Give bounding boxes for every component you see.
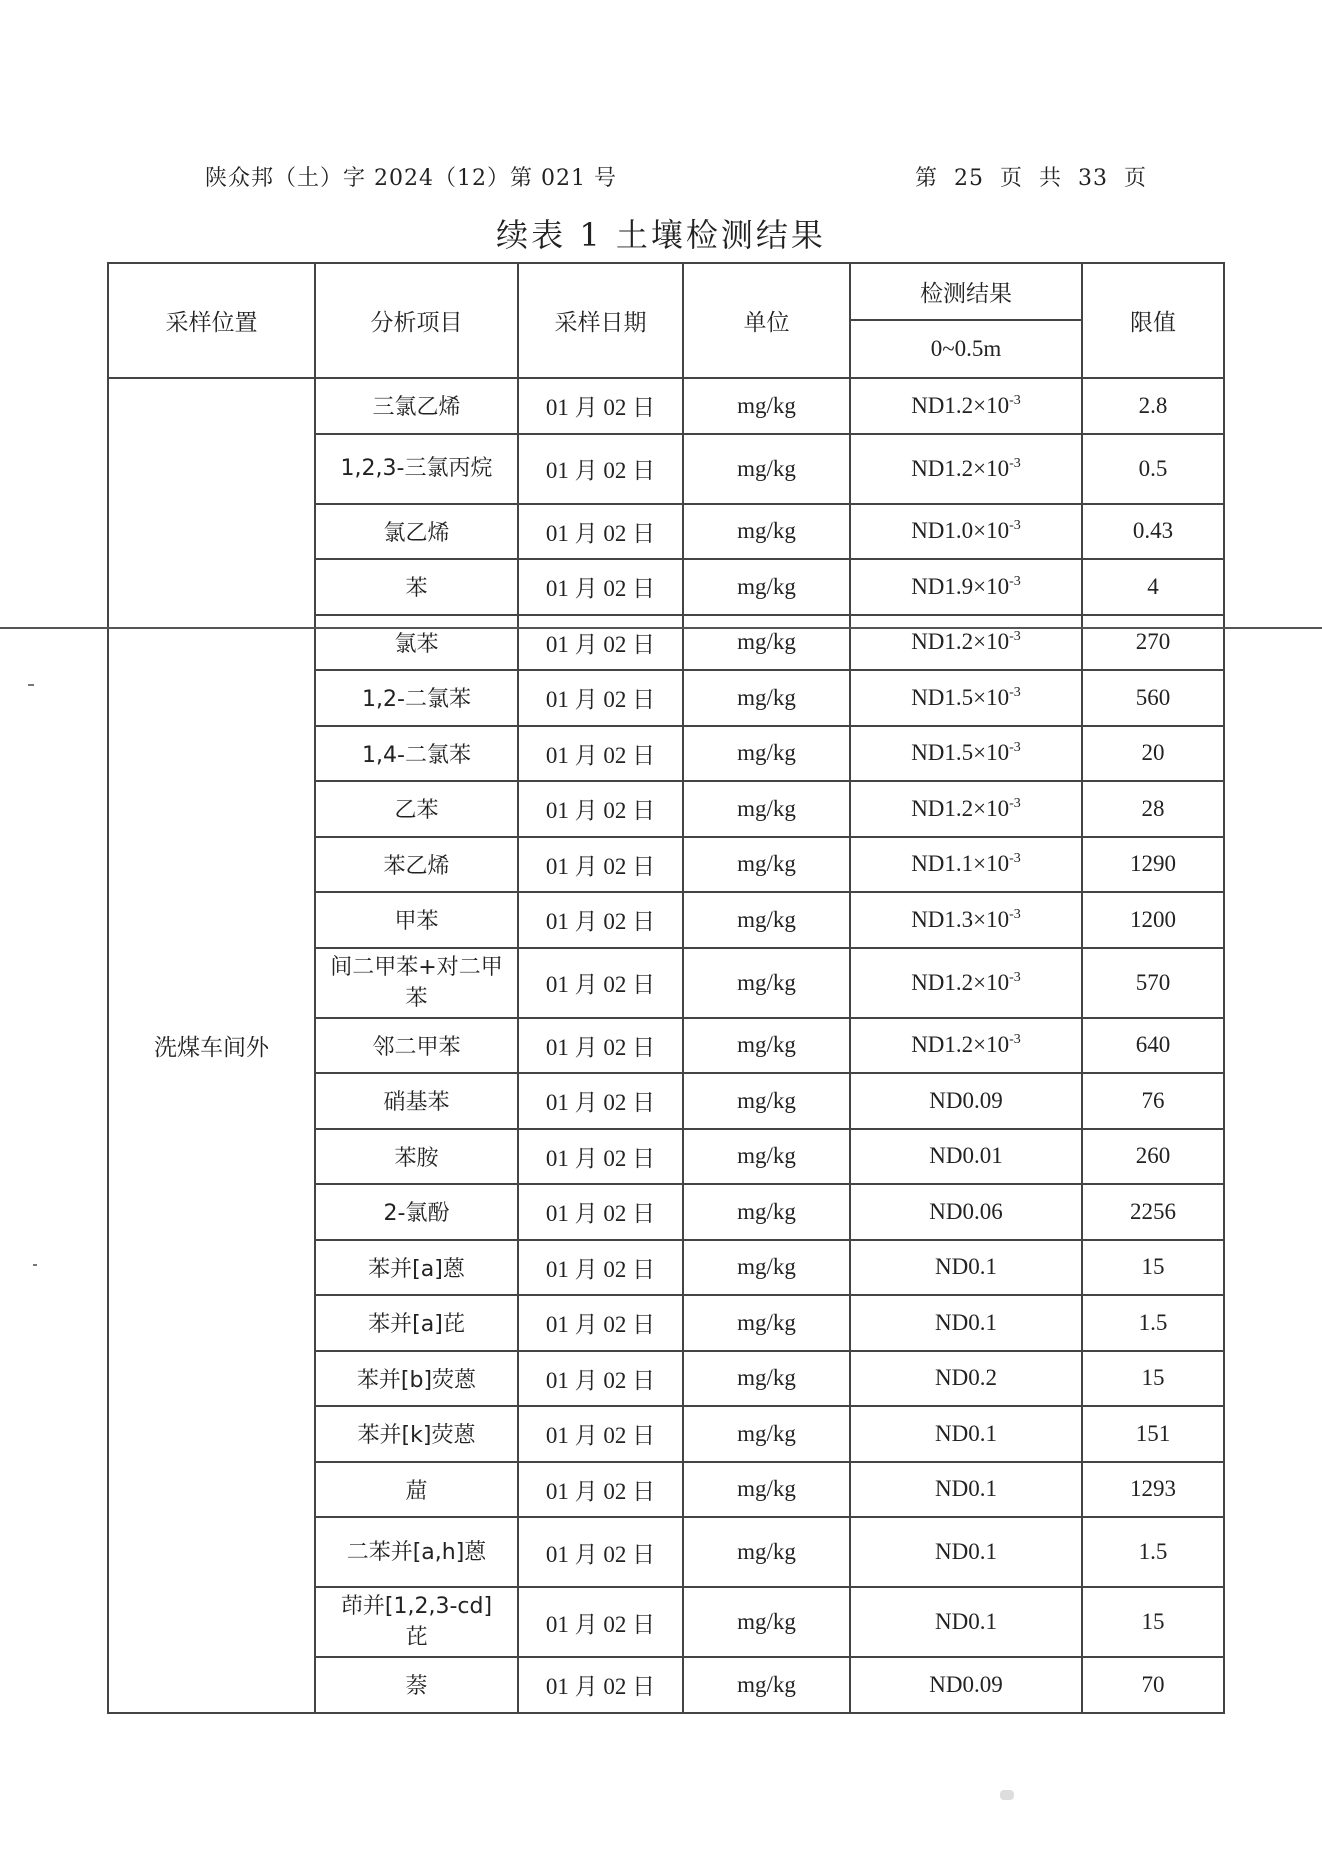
unit: mg/kg	[683, 781, 850, 837]
limit-value: 151	[1082, 1406, 1224, 1462]
sampling-date: 01 月 02 日	[518, 892, 683, 948]
test-result	[850, 1073, 1082, 1129]
limit-value: 0.43	[1082, 504, 1224, 560]
test-result	[850, 504, 1082, 560]
result-value: ND0.01	[929, 1143, 1003, 1169]
analysis-item: 甲苯	[315, 892, 518, 948]
result-exponent: -3	[1009, 740, 1021, 756]
test-result	[850, 1295, 1082, 1351]
sampling-location: 洗煤车间外	[108, 378, 315, 1713]
result-value: ND0.09	[929, 1087, 1003, 1113]
limit-value: 1.5	[1082, 1517, 1224, 1587]
test-result	[850, 1517, 1082, 1587]
unit: mg/kg	[683, 1406, 850, 1462]
sampling-date: 01 月 02 日	[518, 726, 683, 782]
result-value: ND1.5×10	[911, 740, 1010, 766]
sampling-date: 01 月 02 日	[518, 559, 683, 615]
unit: mg/kg	[683, 378, 850, 434]
analysis-item: 1,2,3-三氯丙烷	[315, 434, 518, 504]
sampling-date: 01 月 02 日	[518, 504, 683, 560]
analysis-item: 氯苯	[315, 615, 518, 671]
unit: mg/kg	[683, 1073, 850, 1129]
table-row	[108, 378, 1224, 434]
header-unit: 单位	[683, 263, 850, 378]
unit: mg/kg	[683, 670, 850, 726]
result-value: ND0.1	[935, 1309, 997, 1335]
analysis-item: 苯并[a]蒽	[315, 1240, 518, 1296]
test-result	[850, 670, 1082, 726]
result-value: ND1.2×10	[911, 629, 1010, 655]
result-exponent: -3	[1009, 1032, 1021, 1048]
unit: mg/kg	[683, 1351, 850, 1407]
analysis-item: 苯胺	[315, 1129, 518, 1185]
result-value: ND0.09	[929, 1671, 1003, 1697]
limit-value: 1.5	[1082, 1295, 1224, 1351]
analysis-item: 苯并[k]荧蒽	[315, 1406, 518, 1462]
unit: mg/kg	[683, 948, 850, 1018]
result-value: ND1.0×10	[911, 518, 1010, 544]
result-exponent: -3	[1009, 906, 1021, 922]
limit-value: 1290	[1082, 837, 1224, 893]
unit: mg/kg	[683, 837, 850, 893]
limit-value: 1200	[1082, 892, 1224, 948]
sampling-date: 01 月 02 日	[518, 1587, 683, 1657]
limit-value: 15	[1082, 1240, 1224, 1296]
unit: mg/kg	[683, 1657, 850, 1713]
result-value: ND1.2×10	[911, 969, 1010, 995]
limit-value: 2256	[1082, 1184, 1224, 1240]
limit-value: 20	[1082, 726, 1224, 782]
result-value: ND0.1	[935, 1609, 997, 1634]
header-limit: 限值	[1082, 263, 1224, 378]
test-result	[850, 1462, 1082, 1518]
header-date: 采样日期	[518, 263, 683, 378]
analysis-item: 二苯并[a,h]蒽	[315, 1517, 518, 1587]
analysis-item: 乙苯	[315, 781, 518, 837]
test-result	[850, 1184, 1082, 1240]
sampling-date: 01 月 02 日	[518, 670, 683, 726]
sampling-date: 01 月 02 日	[518, 434, 683, 504]
test-result	[850, 781, 1082, 837]
result-exponent: -3	[1009, 573, 1021, 589]
result-value: ND0.2	[935, 1365, 997, 1391]
analysis-item: 三氯乙烯	[315, 378, 518, 434]
test-result	[850, 1240, 1082, 1296]
test-result	[850, 378, 1082, 434]
result-value: ND1.2×10	[911, 1032, 1010, 1058]
result-value: ND1.2×10	[911, 455, 1010, 481]
analysis-item: 萘	[315, 1657, 518, 1713]
result-value: ND1.9×10	[911, 573, 1010, 599]
test-result	[850, 615, 1082, 671]
result-value: ND1.5×10	[911, 684, 1010, 710]
limit-value: 570	[1082, 948, 1224, 1018]
scan-artifact-line	[0, 627, 1322, 629]
test-result	[850, 1018, 1082, 1074]
unit: mg/kg	[683, 726, 850, 782]
sampling-date: 01 月 02 日	[518, 837, 683, 893]
test-result	[850, 948, 1082, 1018]
sampling-date: 01 月 02 日	[518, 1018, 683, 1074]
limit-value: 76	[1082, 1073, 1224, 1129]
scan-speck	[1000, 1790, 1014, 1800]
page-number: 第 25 页 共 33 页	[915, 166, 1147, 191]
sampling-date: 01 月 02 日	[518, 1657, 683, 1713]
result-exponent: -3	[1009, 795, 1021, 811]
sampling-date: 01 月 02 日	[518, 1073, 683, 1129]
header-item: 分析项目	[315, 263, 518, 378]
unit: mg/kg	[683, 1462, 850, 1518]
test-result	[850, 434, 1082, 504]
limit-value: 2.8	[1082, 378, 1224, 434]
limit-value: 270	[1082, 615, 1224, 671]
analysis-item: 苯并[b]荧蒽	[315, 1351, 518, 1407]
limit-value: 28	[1082, 781, 1224, 837]
soil-results-table	[107, 262, 1225, 1714]
header-depth: 0~0.5m	[850, 320, 1082, 378]
limit-value: 1293	[1082, 1462, 1224, 1518]
limit-value: 560	[1082, 670, 1224, 726]
unit: mg/kg	[683, 1587, 850, 1657]
sampling-date: 01 月 02 日	[518, 948, 683, 1018]
unit: mg/kg	[683, 1240, 850, 1296]
unit: mg/kg	[683, 1018, 850, 1074]
result-exponent: -3	[1009, 851, 1021, 867]
sampling-date: 01 月 02 日	[518, 1462, 683, 1518]
sampling-date: 01 月 02 日	[518, 1517, 683, 1587]
sampling-date: 01 月 02 日	[518, 615, 683, 671]
sampling-date: 01 月 02 日	[518, 1406, 683, 1462]
result-value: ND0.1	[935, 1539, 997, 1564]
limit-value: 0.5	[1082, 434, 1224, 504]
unit: mg/kg	[683, 892, 850, 948]
document-number: 陕众邦（土）字 2024（12）第 021 号	[205, 166, 617, 191]
analysis-item: 苯并[a]芘	[315, 1295, 518, 1351]
analysis-item: 硝基苯	[315, 1073, 518, 1129]
scan-speck	[28, 684, 34, 686]
test-result	[850, 1587, 1082, 1657]
unit: mg/kg	[683, 434, 850, 504]
sampling-date: 01 月 02 日	[518, 1351, 683, 1407]
analysis-item: 1,4-二氯苯	[315, 726, 518, 782]
unit: mg/kg	[683, 615, 850, 671]
sampling-date: 01 月 02 日	[518, 1240, 683, 1296]
sampling-date: 01 月 02 日	[518, 781, 683, 837]
result-value: ND1.2×10	[911, 392, 1010, 418]
analysis-item: 邻二甲苯	[315, 1018, 518, 1074]
result-exponent: -3	[1009, 969, 1021, 985]
result-exponent: -3	[1009, 455, 1021, 471]
scan-speck	[33, 1264, 37, 1266]
limit-value: 15	[1082, 1351, 1224, 1407]
result-value: ND1.2×10	[911, 795, 1010, 821]
test-result	[850, 1129, 1082, 1185]
limit-value: 4	[1082, 559, 1224, 615]
limit-value: 260	[1082, 1129, 1224, 1185]
analysis-item: 氯乙烯	[315, 504, 518, 560]
test-result	[850, 1657, 1082, 1713]
analysis-item: 2-氯酚	[315, 1184, 518, 1240]
result-value: ND1.3×10	[911, 906, 1010, 932]
unit: mg/kg	[683, 1295, 850, 1351]
result-exponent: -3	[1009, 518, 1021, 534]
sampling-date: 01 月 02 日	[518, 1295, 683, 1351]
sampling-date: 01 月 02 日	[518, 1184, 683, 1240]
test-result	[850, 837, 1082, 893]
result-value: ND1.1×10	[911, 851, 1010, 877]
sampling-date: 01 月 02 日	[518, 378, 683, 434]
analysis-item: 间二甲苯+对二甲苯	[315, 948, 518, 1018]
results-body	[108, 378, 1224, 1713]
analysis-item: 1,2-二氯苯	[315, 670, 518, 726]
result-exponent: -3	[1009, 629, 1021, 645]
unit: mg/kg	[683, 1184, 850, 1240]
result-value: ND0.06	[929, 1198, 1003, 1224]
unit: mg/kg	[683, 1517, 850, 1587]
limit-value: 70	[1082, 1657, 1224, 1713]
sampling-date: 01 月 02 日	[518, 1129, 683, 1185]
analysis-item: 茚并[1,2,3-cd]芘	[315, 1587, 518, 1657]
unit: mg/kg	[683, 504, 850, 560]
analysis-item: 苯	[315, 559, 518, 615]
analysis-item: 䓛	[315, 1462, 518, 1518]
result-value: ND0.1	[935, 1476, 997, 1502]
header-result: 检测结果	[850, 263, 1082, 320]
analysis-item: 苯乙烯	[315, 837, 518, 893]
test-result	[850, 726, 1082, 782]
result-value: ND0.1	[935, 1420, 997, 1446]
result-value: ND0.1	[935, 1254, 997, 1280]
result-exponent: -3	[1009, 392, 1021, 408]
unit: mg/kg	[683, 559, 850, 615]
limit-value: 640	[1082, 1018, 1224, 1074]
limit-value: 15	[1082, 1587, 1224, 1657]
test-result	[850, 1406, 1082, 1462]
result-exponent: -3	[1009, 684, 1021, 700]
header-location: 采样位置	[108, 263, 315, 378]
table-title: 续表 1 土壤检测结果	[496, 216, 826, 254]
test-result	[850, 1351, 1082, 1407]
unit: mg/kg	[683, 1129, 850, 1185]
test-result	[850, 559, 1082, 615]
test-result	[850, 892, 1082, 948]
